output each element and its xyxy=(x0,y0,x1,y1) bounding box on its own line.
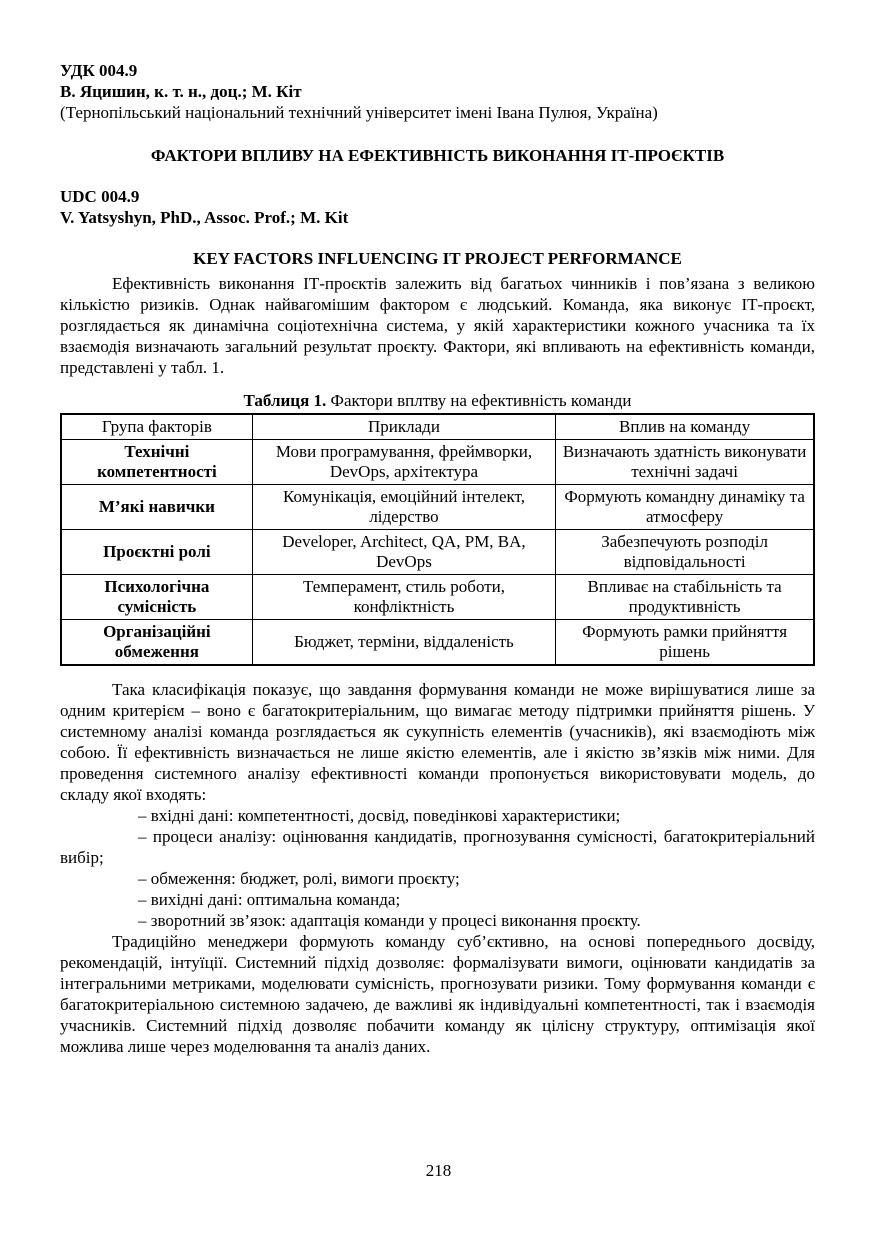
paragraph-traditional: Традиційно менеджери формують команду суб’єктивно, на основі попереднього досвіду, рекомендацій, інтуїції. Системний підхід дозволяє: формалізувати вимоги, оцінювати кандидатів за інтегральними метриками, моделювати сумісність, прогнозувати ризики. Тому формування команди є багатокритеріальною системною задачею, де важливі як індивідуальні компетентності, так і взаємодія учасників. Системний підхід дозволяє побачити команду як цілісну структуру, оптимізація якої можлива лише через моделювання та аналіз даних. xyxy=(60,932,815,1056)
udc-ua: УДК 004.9 xyxy=(60,61,138,80)
cell-group: М’які навички xyxy=(61,485,252,530)
table-caption xyxy=(60,390,815,411)
cell-impact: Формують рамки прийняття рішень xyxy=(556,620,814,666)
cell-group: Технічні компетентності xyxy=(61,440,252,485)
cell-group: Організаційні обмеження xyxy=(61,620,252,666)
list-item-inputs: – вхідні дані: компетентності, досвід, поведінкові характеристики; xyxy=(138,806,621,825)
list-item-outputs: – вихідні дані: оптимальна команда; xyxy=(138,890,401,909)
table-caption-label: Таблиця 1. xyxy=(243,391,327,410)
table-row xyxy=(61,620,814,666)
factors-table xyxy=(60,413,815,666)
table-row xyxy=(61,485,814,530)
table-row xyxy=(61,575,814,620)
cell-impact: Формують командну динаміку та атмосферу xyxy=(556,485,814,530)
udc-en: UDC 004.9 xyxy=(60,187,140,206)
column-header-examples: Приклади xyxy=(252,414,555,440)
cell-impact: Впливає на стабільність та продуктивність xyxy=(556,575,814,620)
table-header-row xyxy=(61,414,814,440)
authors-ua: В. Яцишин, к. т. н., доц.; М. Кіт xyxy=(60,82,302,101)
cell-examples: Бюджет, терміни, віддаленість xyxy=(252,620,555,666)
paragraph-classification: Така класифікація показує, що завдання формування команди не може вирішуватися лише за одним критерієм – воно є багатокритеріальним, що вимагає методу підтримки прийняття рішень. У системному аналізі команда розглядається як сукупність елементів (учасників), які взаємодіють між собою. Її ефективність визначається не лише якістю елементів, але і якістю зв’язків між ними. Для проведення системного аналізу ефективності команди пропонується використовувати модель, до складу якої входять: xyxy=(60,680,815,804)
table-caption-text: Фактори вплтву на ефективність команди xyxy=(330,391,632,410)
authors-en: V. Yatsyshyn, PhD., Assoc. Prof.; M. Kit xyxy=(60,208,349,227)
page-number: 218 xyxy=(425,1161,452,1180)
table-row xyxy=(61,530,814,575)
table-row xyxy=(61,440,814,485)
affiliation-ua: (Тернопільський національний технічний університет імені Івана Пулюя, Україна) xyxy=(60,103,658,122)
cell-examples: Developer, Architect, QA, PM, BA, DevOps xyxy=(252,530,555,575)
column-header-impact: Вплив на команду xyxy=(556,414,814,440)
list-item-analysis: – процеси аналізу: оцінювання кандидатів, прогнозування сумісності, багатокритеріальний вибір; xyxy=(60,827,815,867)
title-en: KEY FACTORS INFLUENCING IT PROJECT PERFORMANCE xyxy=(193,249,682,268)
title-ua: ФАКТОРИ ВПЛИВУ НА ЕФЕКТИВНІСТЬ ВИКОНАННЯ ІТ-ПРОЄКТІВ xyxy=(150,146,725,165)
list-item-feedback: – зворотний зв’язок: адаптація команди у процесі виконання проєкту. xyxy=(138,911,641,930)
cell-impact: Забезпечують розподіл відповідальності xyxy=(556,530,814,575)
cell-group: Психологічна сумісність xyxy=(61,575,252,620)
list-item-constraints: – обмеження: бюджет, ролі, вимоги проєкту; xyxy=(138,869,460,888)
column-header-group: Група факторів xyxy=(61,414,252,440)
cell-group: Проєктні ролі xyxy=(61,530,252,575)
page-content xyxy=(60,60,815,1057)
paragraph-intro: Ефективність виконання ІТ-проєктів залежить від багатьох чинників і пов’язана з великою кількістю ризиків. Однак найвагомішим фактором є людський. Команда, яка виконує ІТ-проєкт, розглядається як динамічна соціотехнічна система, у якій характеристики кожного учасника та їх взаємодія визначають загальний результат проєкту. Фактори, які впливають на ефективність команди, представлені у табл. 1. xyxy=(60,274,815,377)
cell-examples: Комунікація, емоційний інтелект, лідерство xyxy=(252,485,555,530)
cell-impact: Визначають здатність виконувати технічні задачі xyxy=(556,440,814,485)
cell-examples: Мови програмування, фреймворки, DevOps, архітектура xyxy=(252,440,555,485)
cell-examples: Темперамент, стиль роботи, конфліктність xyxy=(252,575,555,620)
